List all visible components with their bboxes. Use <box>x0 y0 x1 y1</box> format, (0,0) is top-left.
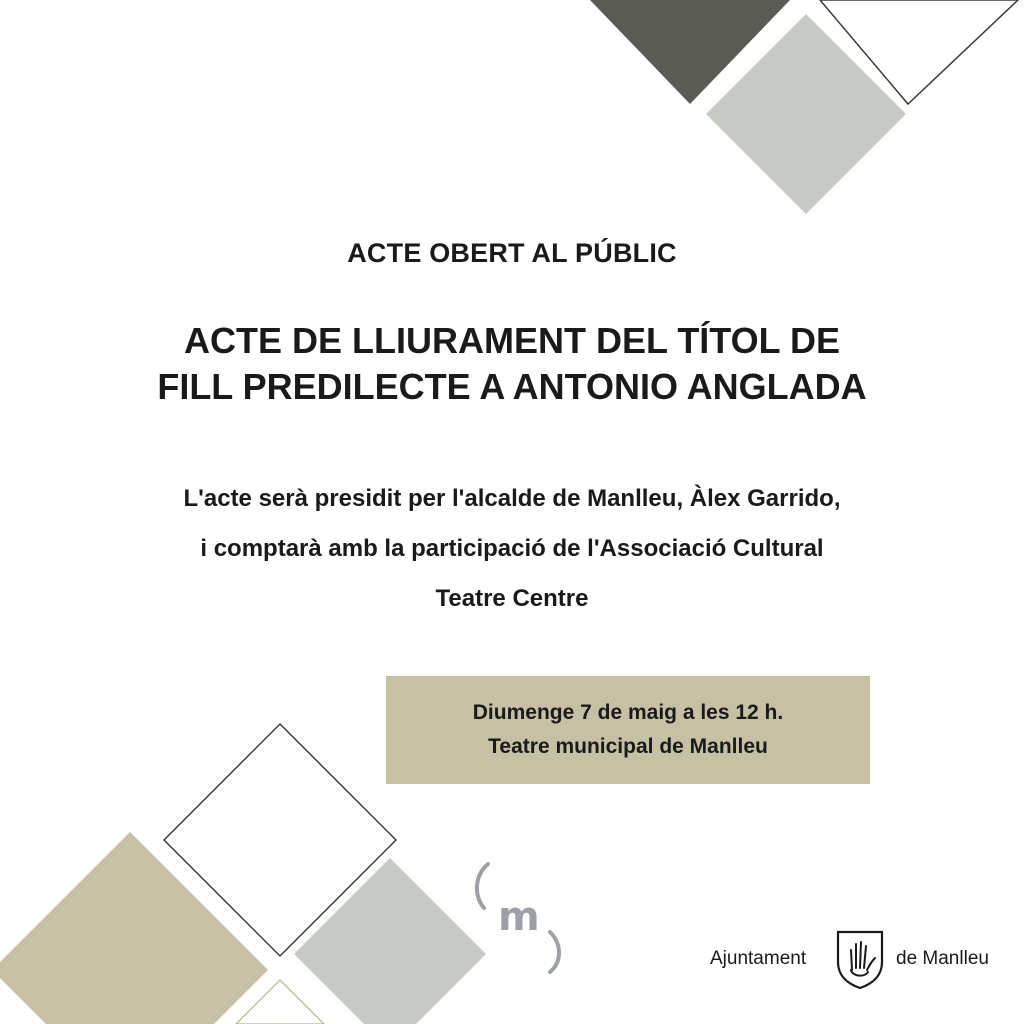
footer-left-text: Ajuntament <box>710 948 807 969</box>
footer-right-text: de Manlleu <box>896 948 989 969</box>
footer-logo <box>710 924 1010 994</box>
m-monogram-logo <box>470 856 570 976</box>
hand-shield-icon <box>834 928 886 990</box>
monogram-letter: m <box>498 894 540 940</box>
event-date: Diumenge 7 de maig a les 12 h. <box>472 701 784 724</box>
page-title <box>0 318 1024 410</box>
description-line-3: Teatre Centre <box>435 585 589 612</box>
kicker-heading: ACTE OBERT AL PÚBLIC <box>347 238 677 268</box>
description-line-1: L'acte serà presidit per l'alcalde de Manlleu, Àlex Garrido, <box>183 485 841 512</box>
title-line-2: FILL PREDILECTE A ANTONIO ANGLADA <box>157 366 867 407</box>
event-description <box>0 474 1024 624</box>
title-line-1: ACTE DE LLIURAMENT DEL TÍTOL DE <box>183 320 840 361</box>
description-line-2: i comptarà amb la participació de l'Associació Cultural <box>200 535 824 562</box>
event-details-box <box>386 676 870 784</box>
event-venue: Teatre municipal de Manlleu <box>488 735 768 758</box>
